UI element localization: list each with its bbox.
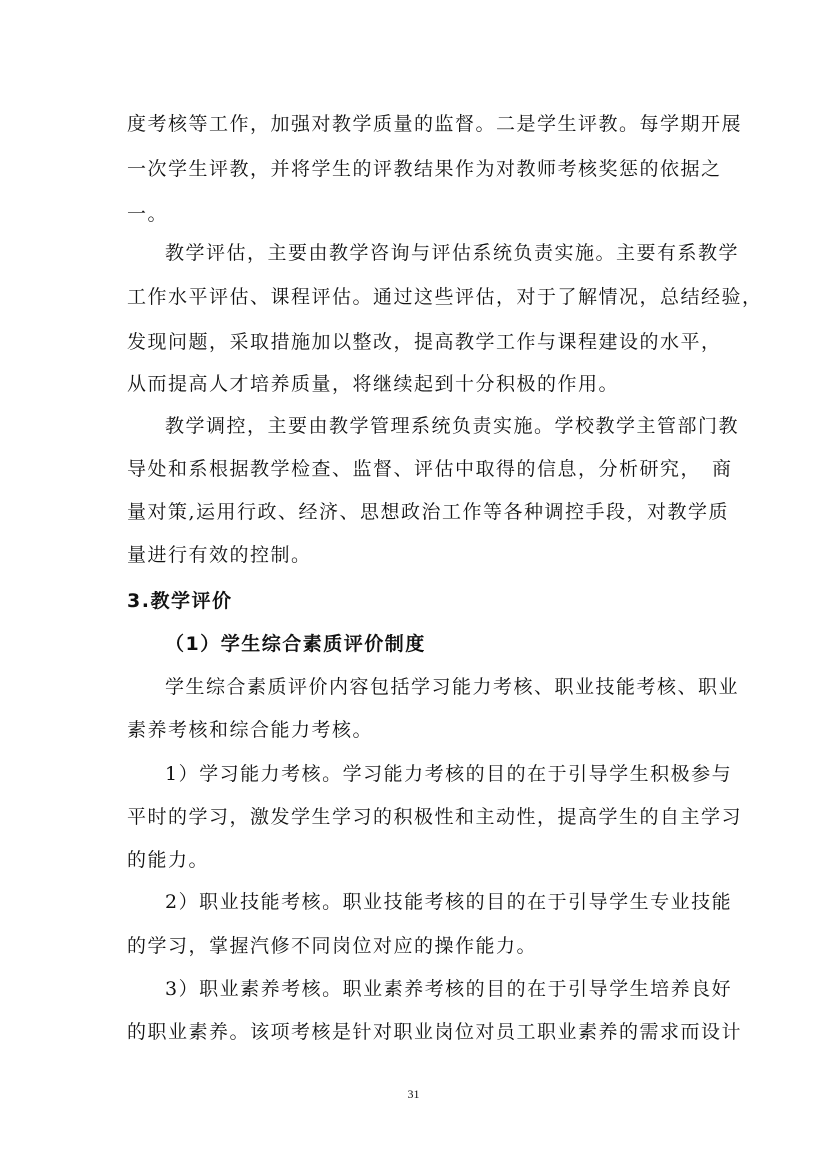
page-number: 31 [407,1087,420,1101]
body-text-line: 的学习，掌握汽修不同岗位对应的操作能力。 [127,935,538,957]
body-text-line: 教学调控，主要由教学管理系统负责实施。学校教学主管部门教 [165,415,740,437]
body-text-line: 1）学习能力考核。学习能力考核的目的在于引导学生积极参与 [165,763,733,785]
body-text-line: 学生综合素质评价内容包括学习能力考核、职业技能考核、职业 [165,676,740,698]
body-text-line: 量进行有效的控制。 [127,544,312,566]
body-text-line: 素养考核和综合能力考核。 [127,719,374,741]
body-text-line: 量对策,运用行政、经济、思想政治工作等各种调控手段，对教学质 [127,501,730,523]
body-text-line: 2）职业技能考核。职业技能考核的目的在于引导学生专业技能 [165,891,733,913]
subsection-heading: （1）学生综合素质评价制度 [165,633,426,655]
body-text-line: 工作水平评估、课程评估。通过这些评估，对于了解情况，总结经验， [127,286,763,308]
body-text-line: 从而提高人才培养质量，将继续起到十分积极的作用。 [127,373,620,395]
body-text-line: 教学评估，主要由教学咨询与评估系统负责实施。主要有系教学 [165,242,740,264]
body-text-line: 3）职业素养考核。职业素养考核的目的在于引导学生培养良好 [165,978,733,1000]
body-text-line: 度考核等工作，加强对教学质量的监督。二是学生评教。每学期开展 [127,113,743,135]
body-text-line: 一。 [127,203,169,225]
body-text-line: 一次学生评教，并将学生的评教结果作为对教师考核奖惩的依据之 [127,158,722,180]
body-text-line: 的能力。 [127,849,210,871]
section-heading: 3.教学评价 [127,590,233,612]
body-text-line: 平时的学习，激发学生学习的积极性和主动性，提高学生的自主学习 [127,806,743,828]
body-text-line: 发现问题，采取措施加以整改，提高教学工作与课程建设的水平， [127,331,722,353]
body-text-line: 的职业素养。该项考核是针对职业岗位对员工职业素养的需求而设计 [127,1021,743,1043]
body-text-line: 导处和系根据教学检查、监督、评估中取得的信息，分析研究， 商 [127,458,733,480]
